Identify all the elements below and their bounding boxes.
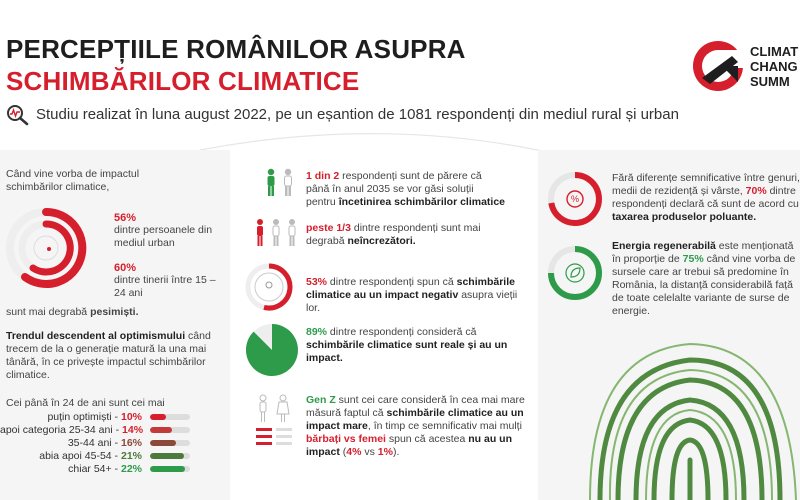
logo-line2: CHANG: [750, 59, 798, 74]
s5-e: spun că acestea: [385, 433, 469, 445]
real-impact-pie-icon: [244, 322, 300, 378]
logo-text: [750, 44, 798, 89]
s5-i: ).: [392, 446, 400, 458]
stat-urban-text: dintre persoanele din mediul urban: [114, 224, 213, 249]
stat-negative-impact: [306, 276, 526, 315]
bar-1-pct: 14%: [122, 423, 144, 436]
negative-impact-ring-icon: [244, 262, 294, 312]
s5-a: sunt cei care consideră în cea mai mare măsură faptul că: [306, 394, 525, 419]
bar-3-pct: 21%: [120, 449, 142, 462]
age-bar-row-0: puțin optimiști - 10%: [0, 410, 230, 423]
s5-p1: 4%: [346, 446, 362, 458]
tax-ring-icon: [546, 170, 604, 228]
bar-4-track: [150, 466, 190, 472]
bar-0-fill: [150, 414, 166, 420]
svg-text:%: %: [570, 194, 580, 204]
bar-0-pct: 10%: [120, 410, 142, 423]
conclusion-pre: sunt mai degrabă: [6, 306, 91, 318]
stat-urban: [114, 212, 224, 250]
bar-2-label: 35-44 ani: [67, 436, 112, 449]
s2-bold-red: peste 1/3: [306, 222, 351, 234]
people-green-icon: [262, 168, 298, 198]
bar-2-pct: 16%: [120, 436, 142, 449]
bar-4-pct: 22%: [120, 462, 142, 475]
bar-3-track: [150, 453, 190, 459]
stat-real-impact: [306, 326, 516, 365]
page-title-line2: SCHIMBĂRILOR CLIMATICE: [6, 66, 360, 96]
logo-line3: SUMM: [750, 74, 790, 89]
s4-bold: schimbările climatice sunt reale și au un impact.: [306, 339, 508, 364]
r2-b: când vine vorba de sursele care ar trebui să predomine în România, la distanță considerabilă față de toate celelalte variante de surse de energie.: [612, 253, 796, 317]
age-bar-row-2: 35-44 ani - 16%: [0, 436, 230, 449]
bar-1-label: apoi categoria 25-34 ani: [0, 423, 113, 436]
bar-3-fill: [150, 453, 184, 459]
age-bar-list: [0, 397, 230, 475]
urban-youth-ring-chart: [6, 208, 98, 300]
bar-0-label: puțin optimiști: [47, 410, 112, 423]
stat-urban-pct: 56%: [114, 212, 137, 224]
trend-text: [6, 330, 224, 382]
s5-genz: Gen Z: [306, 394, 336, 406]
stat-solutions: [306, 170, 506, 209]
s3-pct: 53%: [306, 276, 328, 288]
stat-genz: [306, 394, 526, 459]
s5-d: bărbați vs femei: [306, 433, 386, 445]
age-bar-row-1: apoi categoria 25-34 ani - 14%: [0, 423, 230, 436]
logo-line1: CLIMAT: [750, 44, 799, 59]
s5-p2: 1%: [377, 446, 393, 458]
s5-b: schimbările climatice au un impact mare: [306, 407, 524, 432]
bar-4-fill: [150, 466, 185, 472]
gender-comparison-icon: [254, 394, 294, 450]
bar-1-track: [150, 427, 190, 433]
magnifier-icon: [6, 104, 30, 126]
s4-mid: dintre respondenți consideră că: [327, 326, 477, 338]
stat-pollution-tax: [612, 172, 800, 224]
s1-mid: respondenți sunt de părere că până în anul 2035 se vor găsi soluții pentru: [306, 170, 482, 208]
s3-bold: schimbările climatice au un impact negativ: [306, 276, 515, 301]
study-subtitle: Studiu realizat în luna august 2022, pe un eșantion de 1081 respondenți din mediul rural și urban: [36, 106, 679, 123]
s5-c: , în timp ce semnificativ mai mulți: [367, 420, 522, 432]
left-conclusion: [6, 306, 226, 319]
r1-pct: 70%: [745, 185, 767, 197]
r2-a: este menționată în proporție de: [612, 240, 794, 265]
r2-pct: 75%: [682, 253, 704, 265]
r2-bold: Energia regenerabilă: [612, 240, 716, 252]
page-title-line1: PERCEPȚIILE ROMÂNILOR ASUPRA: [6, 34, 466, 64]
climate-change-summit-logo: [688, 38, 748, 94]
bar-1-fill: [150, 427, 172, 433]
bar-2-track: [150, 440, 190, 446]
bar-2-fill: [150, 440, 176, 446]
age-bar-row-3: abia apoi 45-54 - 21%: [0, 449, 230, 462]
age-bar-row-4: chiar 54+ - 22%: [0, 462, 230, 475]
bar-0-label-line1: Cei până în 24 de ani sunt cei mai: [6, 397, 165, 409]
bar-3-label: abia apoi 45-54: [39, 449, 112, 462]
people-red-icon: [254, 218, 298, 248]
r1-a: Fără diferențe semnificative între genuri, medii de rezidență și vârste,: [612, 172, 800, 197]
s3-mid: dintre respondenți spun că: [327, 276, 457, 288]
stat-youth-text: dintre tinerii între 15 – 24 ani: [114, 274, 216, 299]
s5-h: vs: [361, 446, 378, 458]
s3-end: asupra vieții lor.: [306, 289, 518, 314]
s1-bold: încetinirea schimbărilor climatice: [338, 196, 506, 208]
bar-0-track: [150, 414, 190, 420]
trend-bold: Trendul descendent al optimismului: [6, 330, 186, 342]
left-intro: Când vine vorba de impactul schimbărilor climatice,: [6, 168, 140, 193]
s4-pct: 89%: [306, 326, 328, 338]
conclusion-bold: pesimiști.: [90, 306, 139, 318]
renewable-ring-icon: [546, 244, 604, 302]
s5-f: nu au un impact: [306, 433, 513, 458]
s2-bold: neîncrezători.: [347, 235, 416, 247]
r1-bold: taxarea produselor poluante.: [612, 211, 757, 223]
green-fingerprint-image: [560, 300, 800, 500]
s5-g: (: [339, 446, 347, 458]
s2-mid: dintre respondenți sunt mai degrabă: [306, 222, 481, 247]
stat-youth-pct: 60%: [114, 262, 137, 274]
r1-b: dintre respondenți declară că sunt de acord cu: [612, 185, 799, 210]
s1-bold-red: 1 din 2: [306, 170, 340, 182]
stat-distrust: [306, 222, 506, 248]
stat-youth: [114, 262, 224, 300]
trend-rest: când trecem de la o generație matură la una mai tânără, în ce privește impactul schimbărilor climatice.: [6, 330, 211, 381]
bar-4-label: chiar 54+: [68, 462, 112, 475]
